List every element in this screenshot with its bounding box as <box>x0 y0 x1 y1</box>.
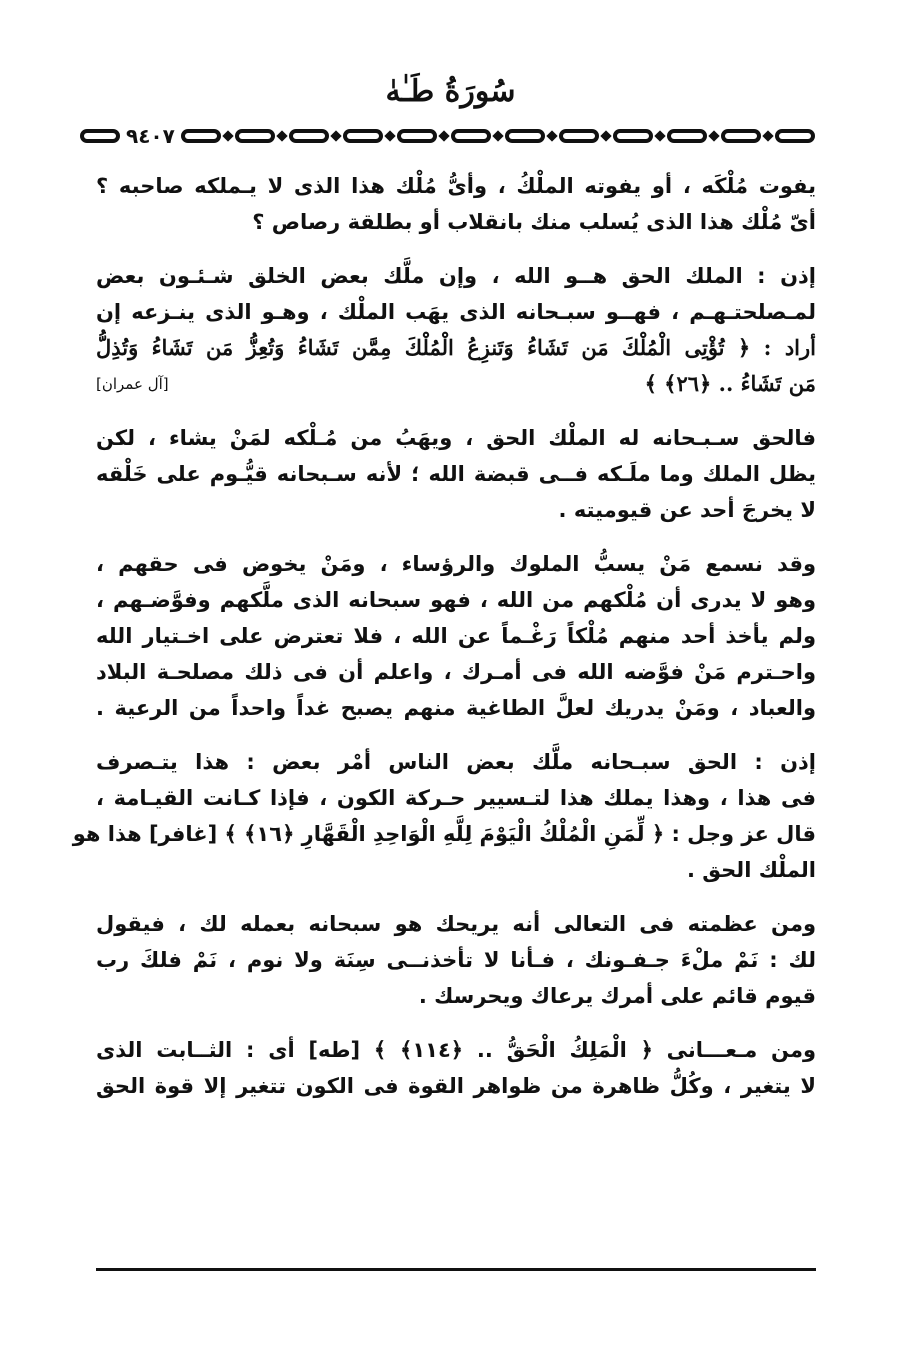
text-line: لمـصلحتـهـم ، فهــو سبـحانه الذى يهَب الملْك ، وهـو الذى ينـزعه إن <box>96 300 816 324</box>
text-line: ولم يأخذ أحد منهم مُلْكاً رَغْـماً عن الله ، فلا تعترض على اخـتيار الله <box>96 624 816 648</box>
paragraph <box>72 744 816 888</box>
ornament-lozenge <box>181 129 221 143</box>
ornament-diamond <box>492 130 503 141</box>
text-line: يظل الملك وما ملَـكه فــى قبضة الله ؛ لأنه سـبحانه قيُّـوم على خَلْقه <box>96 462 816 486</box>
surah-citation: [آل عمران] <box>96 375 169 393</box>
paragraph <box>96 1032 816 1104</box>
ornament-lozenge <box>397 129 437 143</box>
ornament-diamond <box>708 130 719 141</box>
text-line: لا يخرجَ أحد عن قيوميته . <box>558 498 816 522</box>
quran-verse-line: أراد : ﴿ تُؤْتِى الْمُلْكَ مَن تَشَاءُ وَتَنزِعُ الْمُلْكَ مِمَّن تَشَاءُ وَتُعِزُّ مَن تَشَاءُ وَتُذِلُّ <box>96 335 816 360</box>
text-line: أىّ مُلْك هذا الذى يُسلب منك بانقلاب أو بطلقة رصاص ؟ <box>252 210 816 234</box>
ornament-diamond <box>384 130 395 141</box>
page-body <box>72 168 816 1122</box>
quran-verse-line <box>96 366 816 402</box>
text-line: والعباد ، ومَنْ يدريك لعلَّ الطاغية منهم يصبح غداً واحداً من الرعية . <box>96 696 816 720</box>
paragraph <box>96 420 816 528</box>
paragraph <box>96 906 816 1014</box>
ornament-lozenge <box>667 129 707 143</box>
text-line: وهو لا يدرى أن مُلْكهم من الله ، فهو سبحانه الذى ملَّكهم وفوَّضـهم ، <box>96 588 816 612</box>
page-number: ٩٤٠٧ <box>126 124 175 148</box>
quran-verse-end: مَن تَشَاءُ .. ﴿٢٦﴾ ﴾ <box>644 371 816 396</box>
header-ornament-rule <box>80 124 840 148</box>
ornament-lozenge <box>505 129 545 143</box>
surah-title: سُورَةُ طَـٰهٰ <box>385 74 516 109</box>
text-line: وقد نسمع مَنْ يسبُّ الملوك والرؤساء ، ومَنْ يخوض فى حقهم ، <box>96 552 816 576</box>
text-line: يفوت مُلْكَه ، أو يفوته الملْكُ ، وأىُّ مُلْك هذا الذى لا يـملكه صاحبه ؟ <box>96 174 816 198</box>
ornament-lozenge <box>559 129 599 143</box>
text-line: قيوم قائم على أمرك يرعاك ويحرسك . <box>418 984 816 1008</box>
ornament-diamond <box>330 130 341 141</box>
ornament-lozenge <box>80 129 120 143</box>
ornament-diamond <box>654 130 665 141</box>
text-line: فى هذا ، وهذا يملك هذا لتـسيير حـركة الكون ، فإذا كـانت القيـامة ، <box>96 786 816 810</box>
ornament-diamond <box>762 130 773 141</box>
text-line: فالحق سـبـحانه له الملْك الحق ، ويهَبُ من مُـلْكه لمَنْ يشاء ، لكن <box>96 426 816 450</box>
text-line: لك : نَمْ ملْءَ جـفـونك ، فـأنا لا تأخذنــى سِنَة ولا نوم ، نَمْ فلكَ رب <box>96 948 816 972</box>
paragraph <box>96 258 816 402</box>
text-line: ومن عظمته فى التعالى أنه يريحك هو سبحانه بعمله لك ، فيقول <box>96 912 816 936</box>
ornament-lozenge <box>775 129 815 143</box>
ornament-lozenge <box>343 129 383 143</box>
text-line: إذن : الملك الحق هــو الله ، وإن ملَّك بعض الخلق شـئـون بعض <box>96 264 816 288</box>
ornament-diamond <box>600 130 611 141</box>
text-line: واحـترم مَنْ فوَّضه الله فى أمـرك ، واعلم أن فى ذلك مصلحـة البلاد <box>96 660 816 684</box>
text-line: إذن : الحق سبـحانه ملَّك بعض الناس أمْر بعض : هذا يتـصرف <box>96 750 816 774</box>
text-line: لا يتغير ، وكُلُّ ظاهرة من ظواهر القوة فى الكون تتغير إلا قوة الحق <box>96 1074 816 1098</box>
ornament-lozenge <box>451 129 491 143</box>
text-line: الملْك الحق . <box>686 858 816 882</box>
footer-rule <box>96 1268 816 1271</box>
ornament-diamond <box>222 130 233 141</box>
ornament-lozenge <box>289 129 329 143</box>
ornament-diamond <box>276 130 287 141</box>
ornament-diamond <box>546 130 557 141</box>
ornament-lozenge <box>613 129 653 143</box>
paragraph <box>96 168 816 240</box>
text-line: ومن مـعـــانى ﴿ الْمَلِكُ الْحَقُّ .. ﴿١١٤﴾ ﴾ [طه] أى : الثــابت الذى <box>96 1038 816 1062</box>
paragraph <box>96 546 816 726</box>
ornament-diamond <box>438 130 449 141</box>
text-line: قال عز وجل : ﴿ لِّمَنِ الْمُلْكُ الْيَوْمَ لِلَّهِ الْوَاحِدِ الْقَهَّارِ ﴿١٦﴾ ﴾ [غافر] هذا هو <box>72 822 816 846</box>
ornament-lozenge <box>721 129 761 143</box>
ornament-lozenge <box>235 129 275 143</box>
